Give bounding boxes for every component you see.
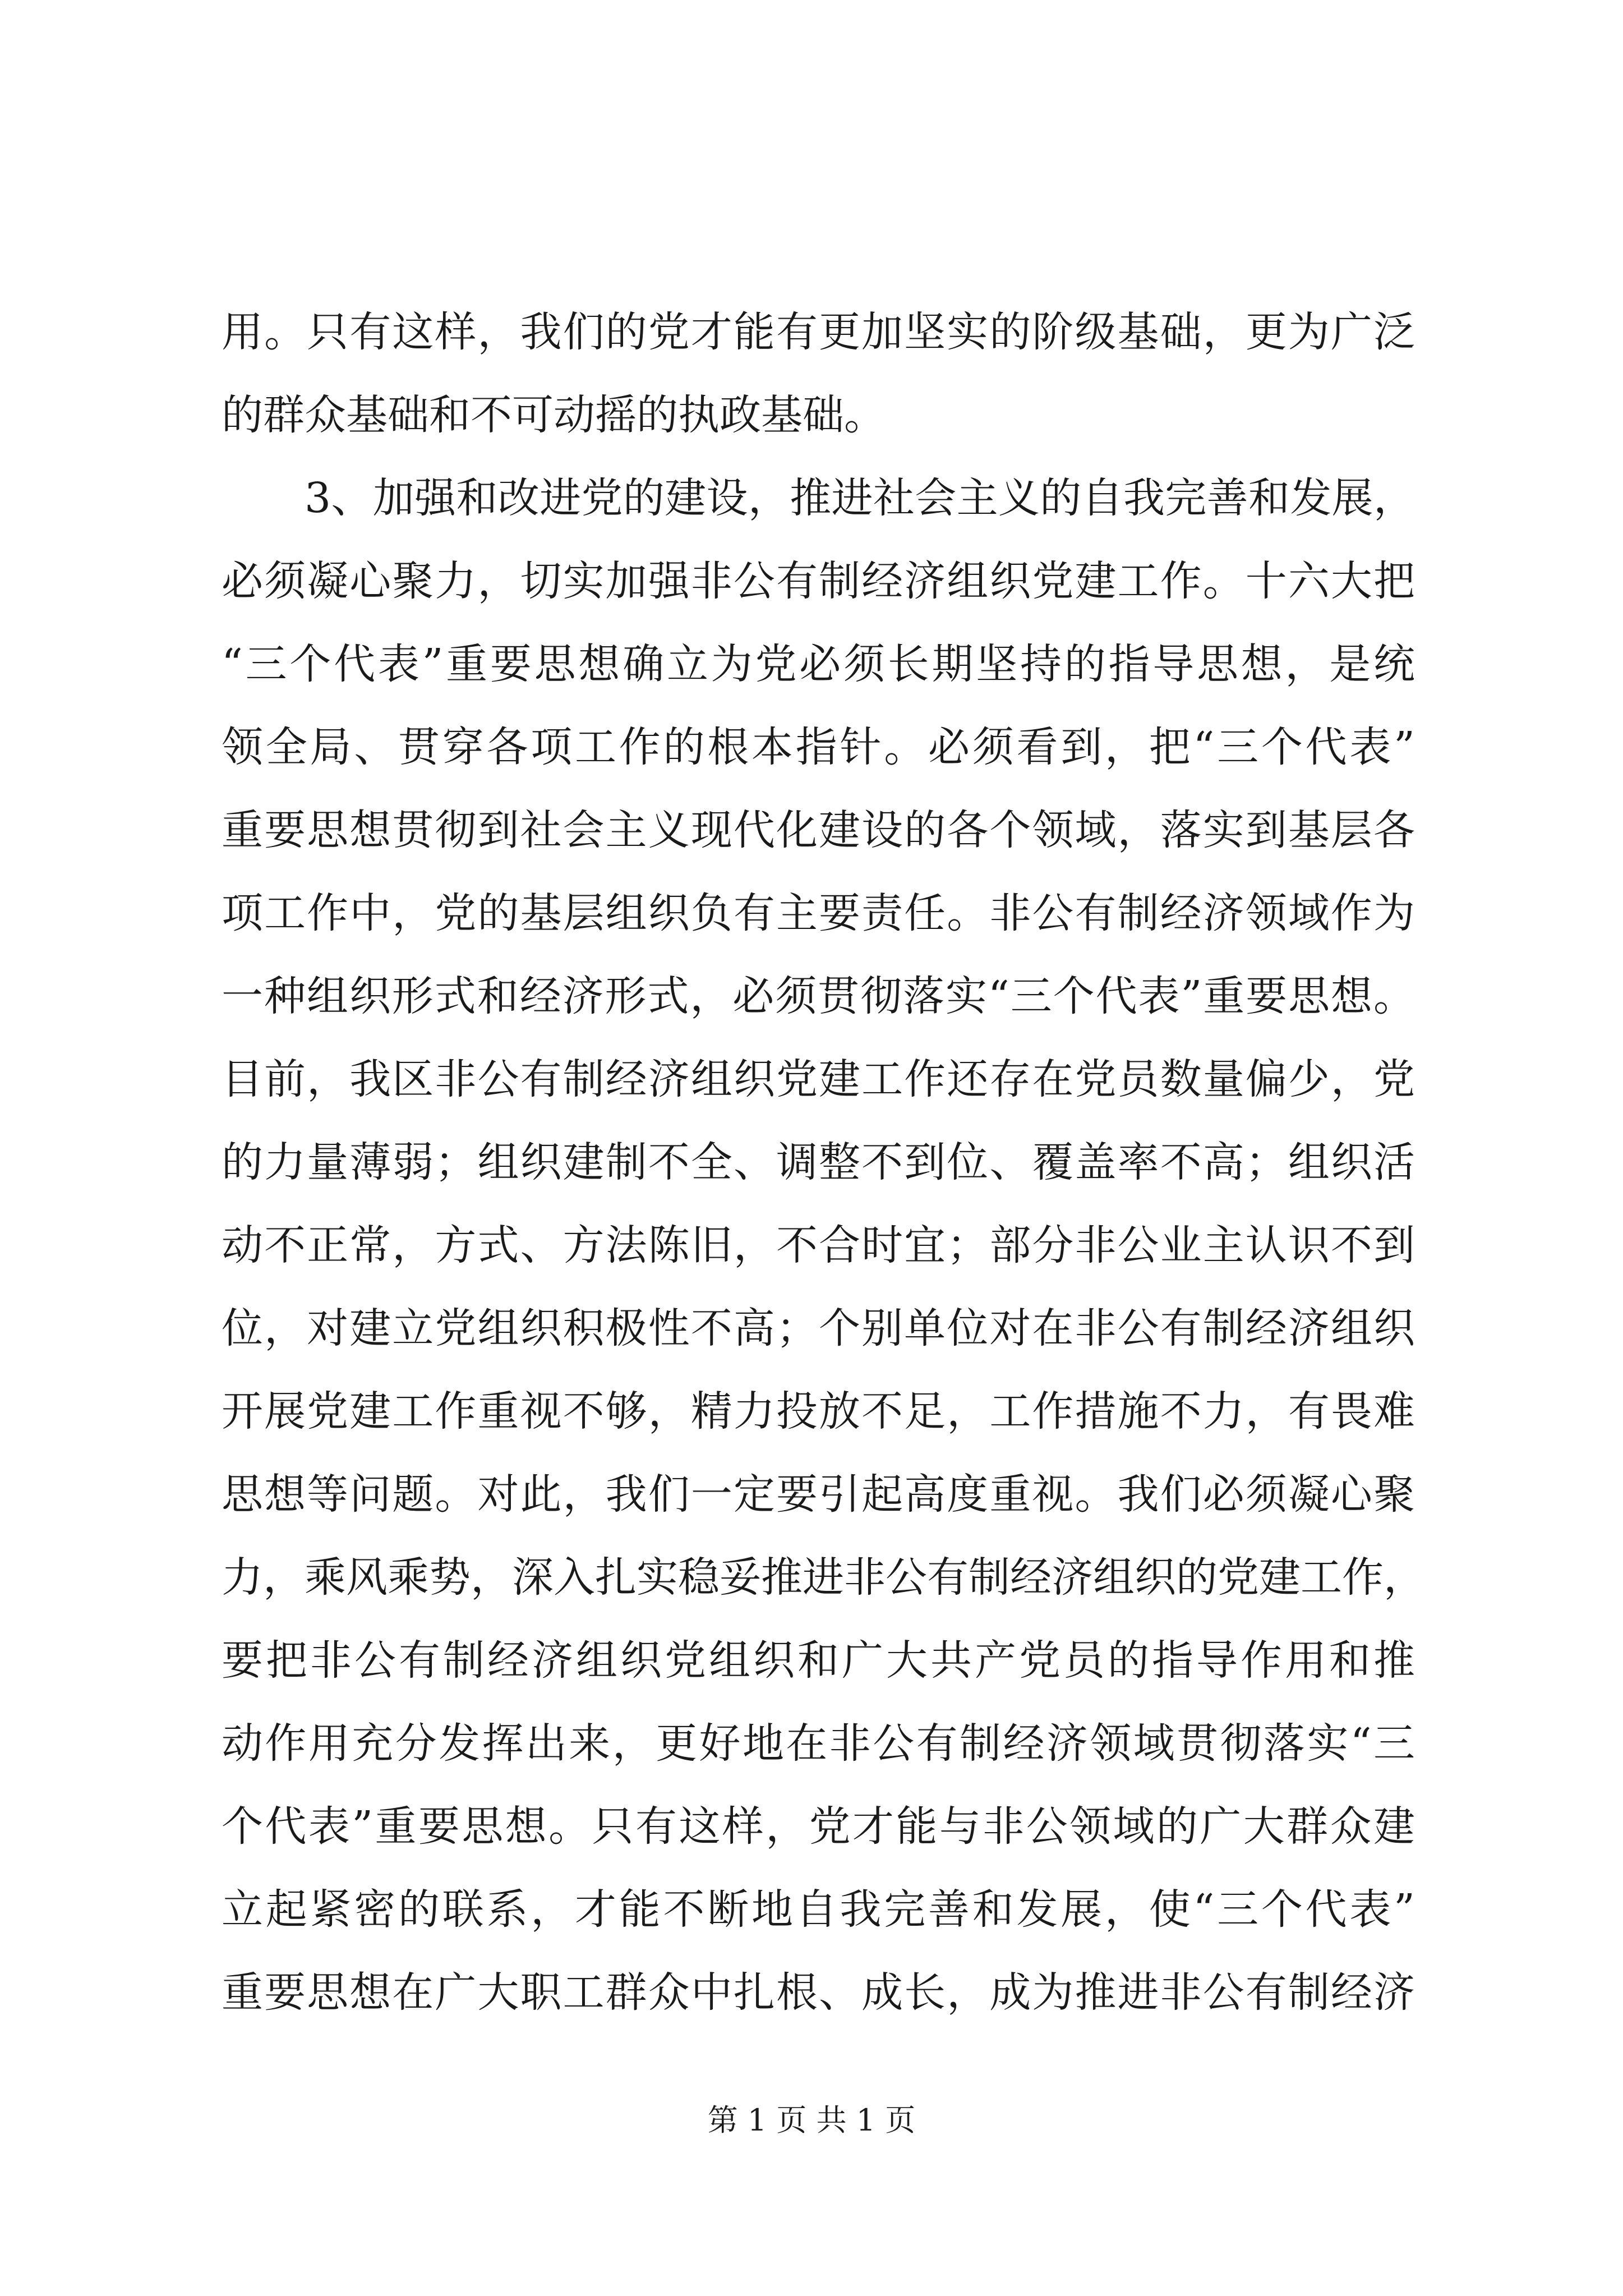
text-line: 思想等问题。对此，我们一定要引起高度重视。我们必须凝心聚	[222, 1470, 1415, 1519]
text-line: 必须凝心聚力，切实加强非公有制经济组织党建工作。十六大把	[222, 557, 1415, 605]
text-line: 位，对建立党组织积极性不高；个别单位对在非公有制经济组织	[222, 1304, 1415, 1352]
text-line: 目前，我区非公有制经济组织党建工作还存在党员数量偏少，党	[222, 1055, 1415, 1103]
text-line: 3、加强和改进党的建设，推进社会主义的自我完善和发展，	[305, 474, 1415, 522]
body-text	[222, 291, 1425, 2034]
text-line: 的群众基础和不可动摇的执政基础。	[222, 391, 886, 439]
text-line: 立起紧密的联系，才能不断地自我完善和发展，使“三个代表”	[222, 1885, 1415, 1934]
text-line: 用。只有这样，我们的党才能有更加坚实的阶级基础，更为广泛	[222, 308, 1415, 356]
text-line: 要把非公有制经济组织党组织和广大共产党员的指导作用和推	[222, 1636, 1415, 1685]
text-line: 动作用充分发挥出来，更好地在非公有制经济领域贯彻落实“三	[222, 1719, 1415, 1768]
text-line: 开展党建工作重视不够，精力投放不足，工作措施不力，有畏难	[222, 1387, 1415, 1435]
text-line: “三个代表”重要思想确立为党必须长期坚持的指导思想，是统	[222, 640, 1415, 688]
text-line: 动不正常，方式、方法陈旧，不合时宜；部分非公业主认识不到	[222, 1221, 1415, 1269]
text-line: 重要思想贯彻到社会主义现代化建设的各个领域，落实到基层各	[222, 806, 1415, 854]
page-number-footer: 第 1 页 共 1 页	[707, 2102, 916, 2138]
text-line: 力，乘风乘势，深入扎实稳妥推进非公有制经济组织的党建工作，	[222, 1553, 1425, 1602]
text-line: 的力量薄弱；组织建制不全、调整不到位、覆盖率不高；组织活	[222, 1138, 1415, 1186]
text-line: 项工作中，党的基层组织负有主要责任。非公有制经济领域作为	[222, 889, 1415, 937]
text-line: 领全局、贯穿各项工作的根本指针。必须看到，把“三个代表”	[222, 723, 1415, 771]
text-line: 一种组织形式和经济形式，必须贯彻落实“三个代表”重要思想。	[222, 972, 1415, 1020]
text-line: 重要思想在广大职工群众中扎根、成长，成为推进非公有制经济	[222, 1968, 1415, 2017]
text-line: 个代表”重要思想。只有这样，党才能与非公领域的广大群众建	[222, 1802, 1415, 1851]
